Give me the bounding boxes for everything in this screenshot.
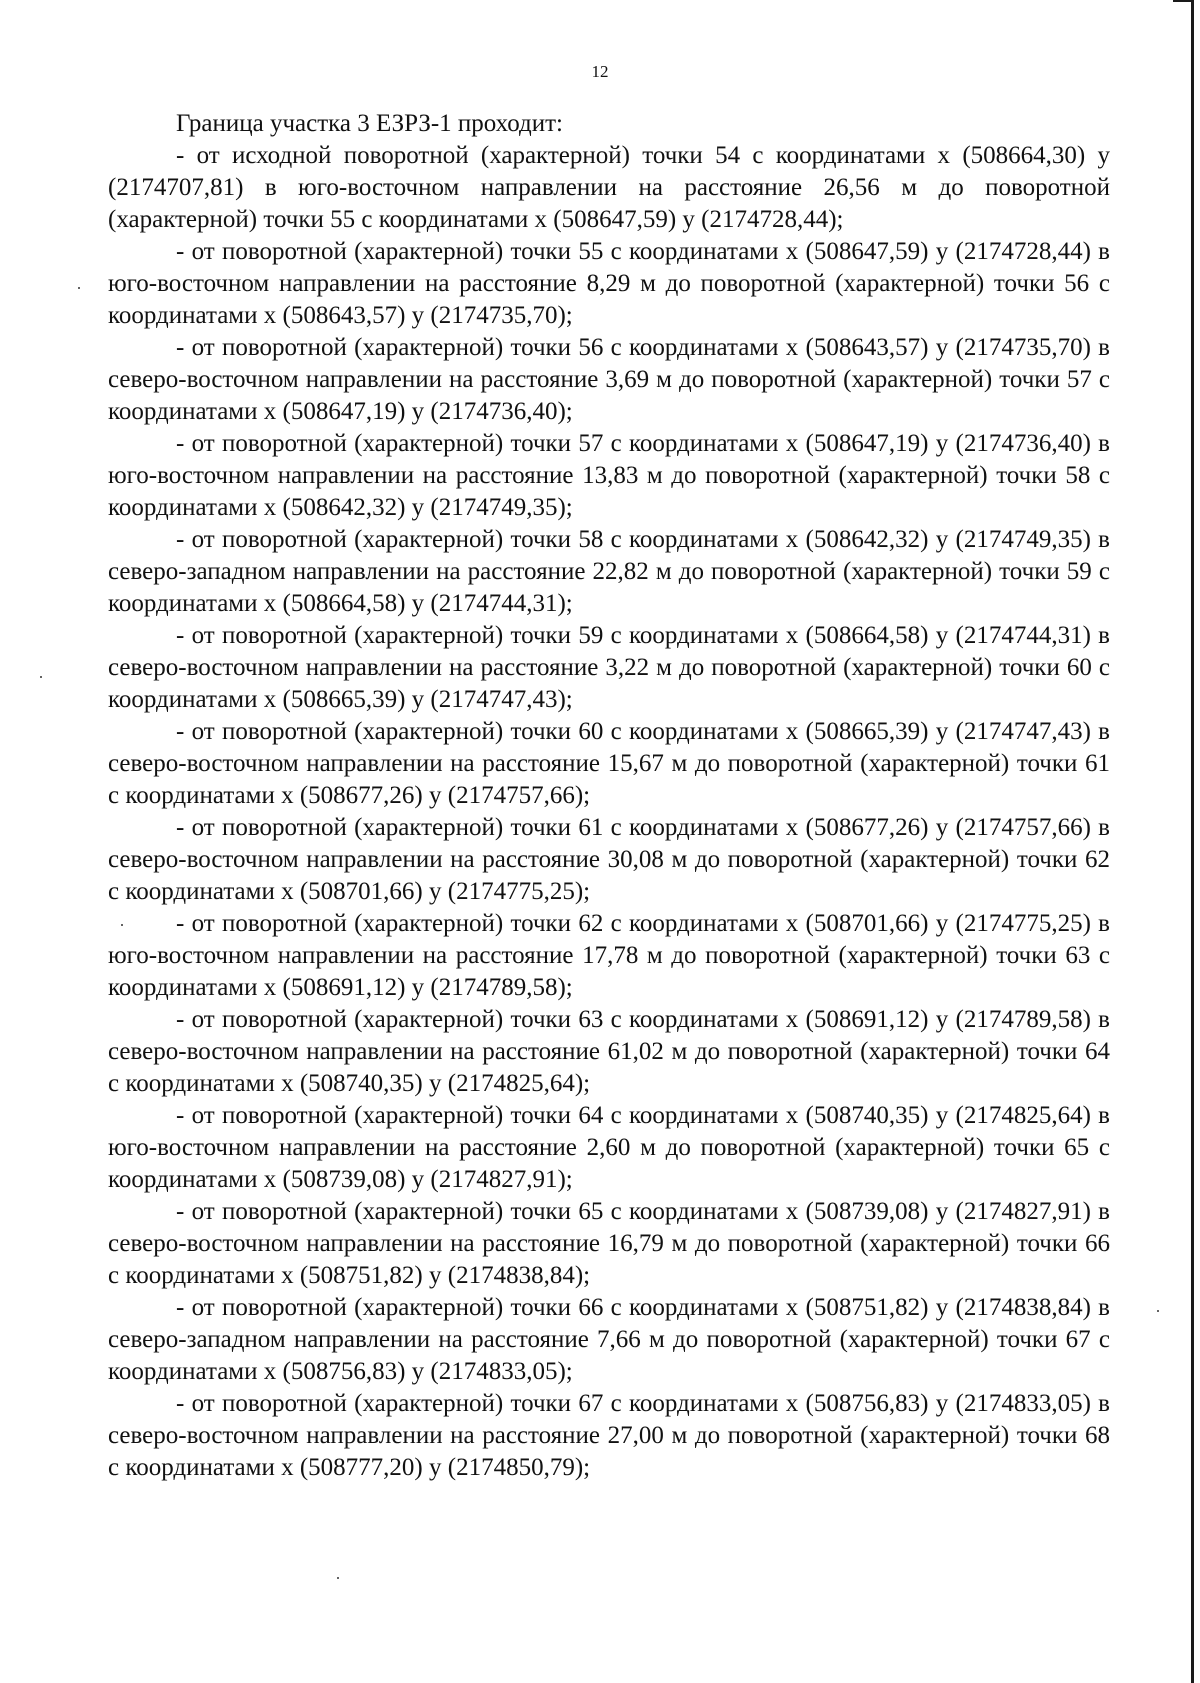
boundary-paragraph: - от поворотной (характерной) точки 65 с координатами x (508739,08) y (2174827,91) в северо-восточном направлении на расстояние 16,79 м до поворотной (характерной) точки 66 с координатами x (508751,82) y (2174838,84); [108, 1198, 1110, 1289]
scan-speck [1157, 1310, 1159, 1312]
page-edge-tick [1173, 0, 1191, 2]
boundary-paragraph: - от поворотной (характерной) точки 59 с координатами x (508664,58) y (2174744,31) в северо-восточном направлении на расстояние 3,22 м до поворотной (характерной) точки 60 с координатами x (508665,39) y (2174747,43); [108, 622, 1110, 713]
document-body [108, 108, 1110, 1484]
boundary-paragraph: - от поворотной (характерной) точки 67 с координатами x (508756,83) y (2174833,05) в северо-восточном направлении на расстояние 27,00 м до поворотной (характерной) точки 68 с координатами x (508777,20) y (2174850,79); [108, 1390, 1110, 1481]
page-number: 12 [591, 62, 609, 81]
boundary-paragraph: - от поворотной (характерной) точки 66 с координатами x (508751,82) y (2174838,84) в северо-западном направлении на расстояние 7,66 м до поворотной (характерной) точки 67 с координатами x (508756,83) y (2174833,05); [108, 1294, 1110, 1385]
section-heading: Граница участка 3 ЕЗРЗ-1 проходит: [176, 110, 563, 137]
boundary-paragraph: - от поворотной (характерной) точки 60 с координатами x (508665,39) y (2174747,43) в северо-восточном направлении на расстояние 15,67 м до поворотной (характерной) точки 61 с координатами x (508677,26) y (2174757,66); [108, 718, 1110, 809]
boundary-paragraph: - от поворотной (характерной) точки 64 с координатами x (508740,35) y (2174825,64) в юго-восточном направлении на расстояние 2,60 м до поворотной (характерной) точки 65 с координатами x (508739,08) y (2174827,91); [108, 1102, 1110, 1193]
boundary-paragraph: - от поворотной (характерной) точки 57 с координатами x (508647,19) y (2174736,40) в юго-восточном направлении на расстояние 13,83 м до поворотной (характерной) точки 58 с координатами x (508642,32) y (2174749,35); [108, 430, 1110, 521]
scan-speck [337, 1577, 339, 1579]
scan-speck [78, 287, 80, 289]
boundary-paragraph: - от поворотной (характерной) точки 62 с координатами x (508701,66) y (2174775,25) в юго-восточном направлении на расстояние 17,78 м до поворотной (характерной) точки 63 с координатами x (508691,12) y (2174789,58); [108, 910, 1110, 1001]
page-edge-line [1191, 0, 1194, 1683]
boundary-paragraph: - от поворотной (характерной) точки 63 с координатами x (508691,12) y (2174789,58) в северо-восточном направлении на расстояние 61,02 м до поворотной (характерной) точки 64 с координатами x (508740,35) y (2174825,64); [108, 1006, 1110, 1097]
boundary-paragraph: - от поворотной (характерной) точки 56 с координатами x (508643,57) y (2174735,70) в северо-восточном направлении на расстояние 3,69 м до поворотной (характерной) точки 57 с координатами x (508647,19) y (2174736,40); [108, 334, 1110, 425]
boundary-paragraph: - от поворотной (характерной) точки 58 с координатами x (508642,32) y (2174749,35) в северо-западном направлении на расстояние 22,82 м до поворотной (характерной) точки 59 с координатами x (508664,58) y (2174744,31); [108, 526, 1110, 617]
boundary-paragraph: - от поворотной (характерной) точки 55 с координатами x (508647,59) y (2174728,44) в юго-восточном направлении на расстояние 8,29 м до поворотной (характерной) точки 56 с координатами x (508643,57) y (2174735,70); [108, 238, 1110, 329]
scan-speck [40, 676, 42, 678]
boundary-paragraph: - от исходной поворотной (характерной) точки 54 с координатами x (508664,30) y (2174707,81) в юго-восточном направлении на расстояние 26,56 м до поворотной (характерной) точки 55 с координатами x (508647,59) y (2174728,44); [108, 142, 1110, 233]
boundary-paragraph: - от поворотной (характерной) точки 61 с координатами x (508677,26) y (2174757,66) в северо-восточном направлении на расстояние 30,08 м до поворотной (характерной) точки 62 с координатами x (508701,66) y (2174775,25); [108, 814, 1110, 905]
